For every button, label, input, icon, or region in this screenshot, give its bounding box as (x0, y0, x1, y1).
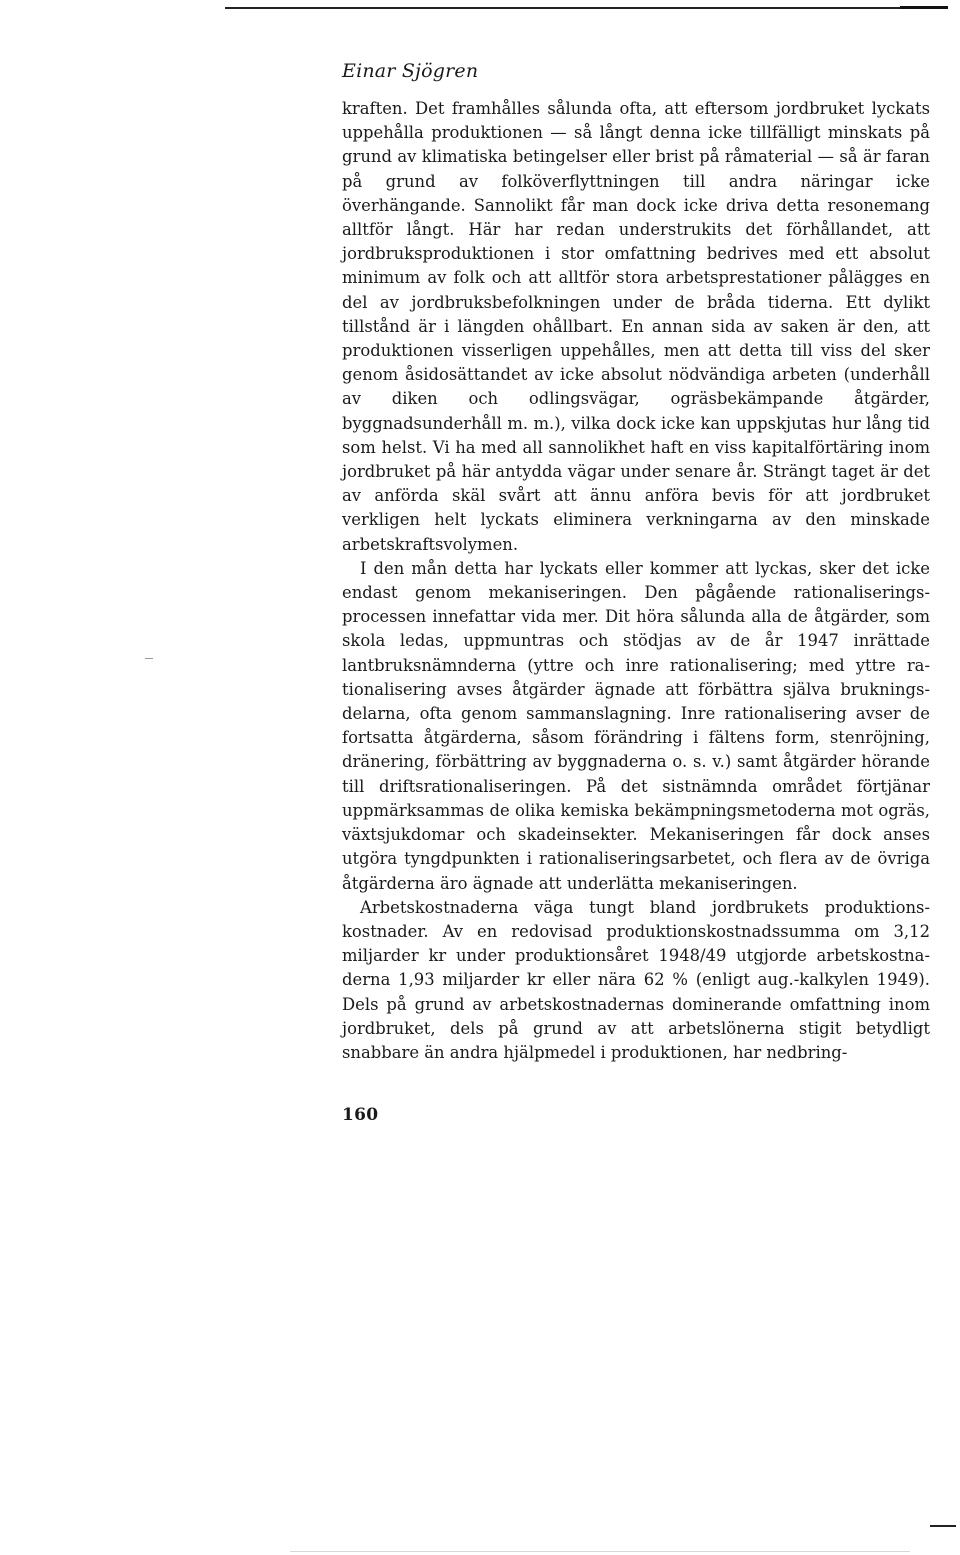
paragraph-2: I den mån detta har lyckats eller kommer att lyckas, sker det icke endast genom mekaniseringen. Den pågående rationaliseringsprocessen innefattar vida mer. Dit höra sålunda alla de åtgärder, som skola ledas, uppmuntras och stödjas av de år 1947 inrättade lantbruksnämnderna (yttre och inre rationalisering; med yttre rationalisering avses åtgärder ägnade att förbättra själva brukningsdelarna, ofta genom sammanslagning. Inre rationalisering avser de fortsatta åtgärderna, såsom förändring i fältens form, stenröjning, dränering, förbättring av byggnaderna o. s. v.) samt åtgärder hörande till driftsrationaliseringen. På det sistnämnda området förtjänar uppmärksammas de olika kemiska bekämpningsmetoderna mot ogräs, växtsjukdomar och skadeinsekter. Mekaniseringen får dock anses utgöra tyngdpunkten i rationaliseringsarbetet, och flera av de övriga åtgärderna äro ägnade att underlätta mekaniseringen. (342, 558, 930, 893)
page-content (342, 58, 930, 1127)
running-header-author: Einar Sjögren (342, 60, 479, 82)
paragraph-3: Arbetskostnaderna väga tungt bland jordbrukets produktionskostnader. Av en redovisad produktionskostnadssumma om 3,12 miljarder kr under produktionsåret 1948/49 utgjorde arbetskostnaderna 1,93 miljarder kr eller nära 62 % (enligt aug.-kalkylen 1949). Dels på grund av arbetskostnadernas dominerande omfattning inom jordbruket, dels på grund av att arbetslönerna stigit betydligt snabbare än andra hjälpmedel i produktionen, har nedbring- (342, 897, 930, 1062)
bottom-rule (290, 1551, 910, 1552)
margin-mark (145, 658, 153, 659)
paragraph-1: kraften. Det framhålles sålunda ofta, att eftersom jordbruket lyckats uppehålla produktionen — så långt denna icke tillfälligt minskats på grund av klimatiska betingelser eller brist på råmaterial — så är faran på grund av folköverflyttningen till andra näringar icke överhängande. Sannolikt får man dock icke driva detta resonemang alltför långt. Här har redan understrukits det förhållandet, att jordbruksproduktionen i stor omfattning bedrives med ett absolut minimum av folk och att alltför stora arbetsprestationer pålägges en del av jordbruksbefolkningen under de bråda tiderna. Ett dylikt tillstånd är i längden ohållbart. En annan sida av saken är den, att produktionen visserligen uppehålles, men att detta till viss del sker genom åsidosättandet av icke absolut nödvändiga arbeten (underhåll av diken och odlingsvägar, ogräsbekämpande åtgärder, byggnadsunderhåll m. m.), vilka dock icke kan uppskjutas hur lång tid som helst. Vi ha med all sannolikhet haft en viss kapitalförtäring inom jordbruket på här antydda vägar under senare år. Strängt taget är det av anförda skäl svårt att ännu anföra bevis för att jordbruket verkligen helt lyckats eliminera verkningarna av den minskade arbetskraftsvolymen. (342, 99, 930, 554)
page-number: 160 (342, 1105, 379, 1126)
top-rule (225, 7, 945, 9)
body-text (342, 97, 930, 1065)
bottom-mark (930, 1525, 956, 1527)
top-rule-mark (900, 6, 948, 9)
